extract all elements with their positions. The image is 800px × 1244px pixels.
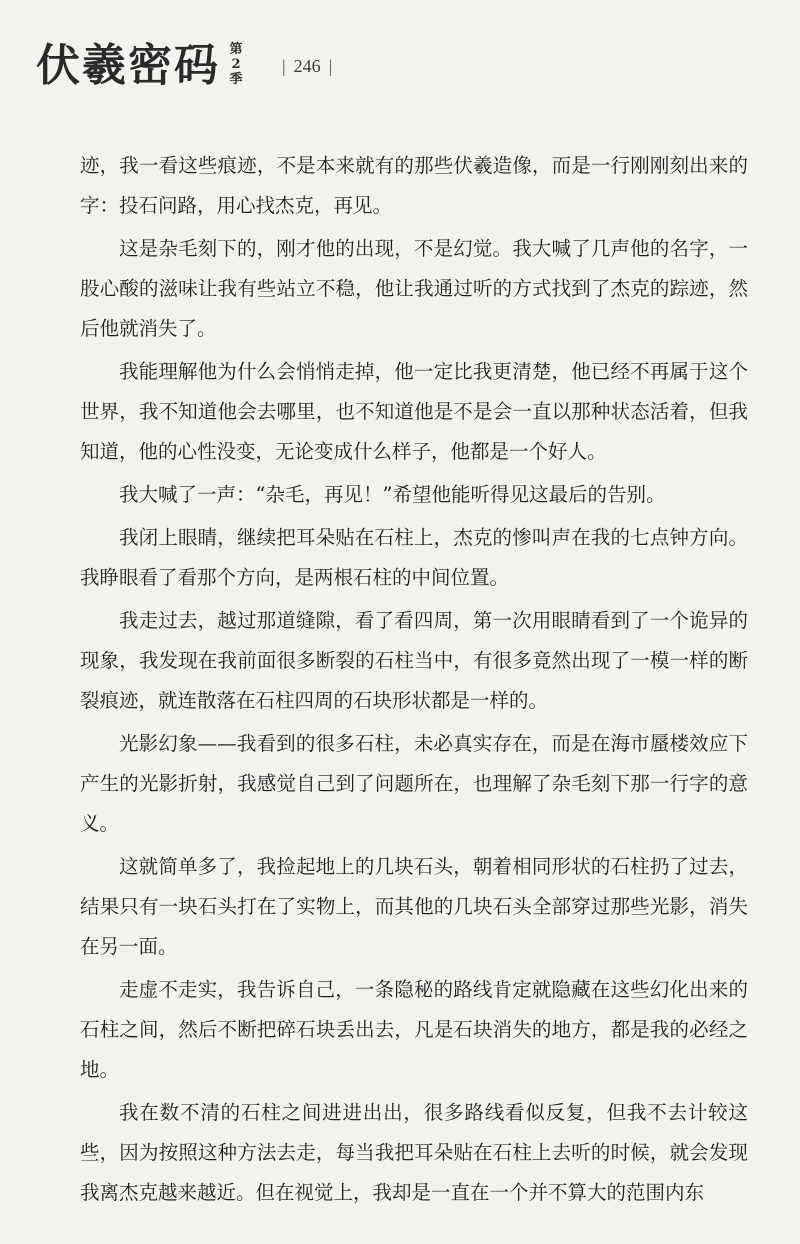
- page-number-bar-right: |: [328, 56, 333, 76]
- page-number: 246: [293, 56, 321, 76]
- paragraph-1: 迹，我一看这些痕迹，不是本来就有的那些伏羲造像，而是一行刚刚刻出来的字：投石问路，用心找杰克，再见。: [80, 154, 748, 217]
- paragraph-10: 我在数不清的石柱之间进进出出，很多路线看似反复，但我不去计较这些，因为按照这种方法去走，每当我把耳朵贴在石柱上去听的时候，就会发现我离杰克越来越近。但在视觉上，我却是一直在一个并不算大的范围内东: [80, 1101, 748, 1204]
- page-number-block: [274, 54, 340, 78]
- paragraph-3: 我能理解他为什么会悄悄走掉，他一定比我更清楚，他已经不再属于这个世界，我不知道他会去哪里，也不知道他是不是会一直以那种状态活着，但我知道，他的心性没变，无论变成什么样子，他都是一个好人。: [80, 360, 748, 463]
- paragraph-6: 我走过去，越过那道缝隙，看了看四周，第一次用眼睛看到了一个诡异的现象，我发现在我前面很多断裂的石柱当中，有很多竟然出现了一模一样的断裂痕迹，就连散落在石柱四周的石块形状都是一样的。: [80, 609, 748, 712]
- paragraph-4: 我大喊了一声：“杂毛，再见！”希望他能听得见这最后的告别。: [119, 483, 666, 506]
- paragraph-5: 我闭上眼睛，继续把耳朵贴在石柱上，杰克的惨叫声在我的七点钟方向。我睁眼看了看那个方向，是两根石柱的中间位置。: [80, 526, 748, 589]
- paragraph-9: 走虚不走实，我告诉自己，一条隐秘的路线肯定就隐藏在这些幻化出来的石柱之间，然后不断把碎石块丢出去，凡是石块消失的地方，都是我的必经之地。: [80, 978, 748, 1081]
- book-title: 伏羲密码: [36, 40, 220, 91]
- paragraph-7: 光影幻象——我看到的很多石柱，未必真实存在，而是在海市蜃楼效应下产生的光影折射，我感觉自己到了问题所在，也理解了杂毛刻下那一行字的意义。: [80, 732, 748, 835]
- season-label: 第2季: [229, 42, 243, 87]
- paragraph-2: 这是杂毛刻下的，刚才他的出现，不是幻觉。我大喊了几声他的名字，一股心酸的滋味让我有些站立不稳，他让我通过听的方式找到了杰克的踪迹，然后他就消失了。: [80, 237, 748, 340]
- paragraph-8: 这就简单多了，我捡起地上的几块石头，朝着相同形状的石柱扔了过去，结果只有一块石头打在了实物上，而其他的几块石头全部穿过那些光影，消失在另一面。: [80, 855, 748, 958]
- page-header: [36, 40, 776, 96]
- page-number-bar-left: |: [282, 56, 286, 76]
- body-text: [80, 146, 748, 1216]
